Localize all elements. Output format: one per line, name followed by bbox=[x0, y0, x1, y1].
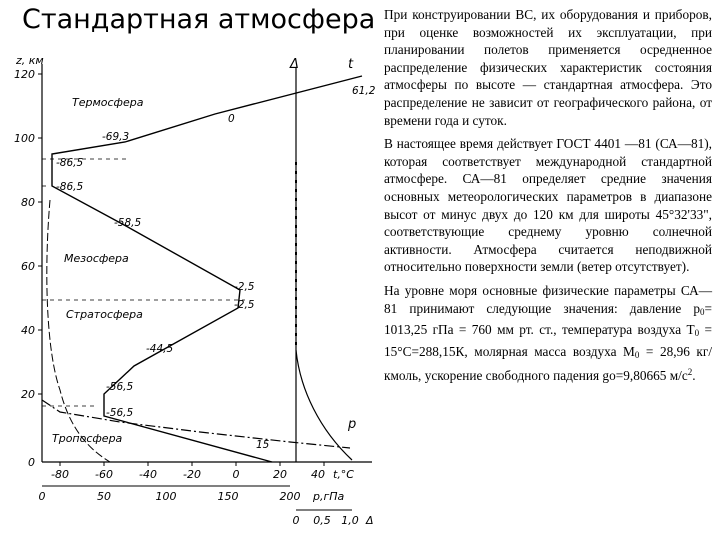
annotation-m56-5-lower: -56,5 bbox=[106, 407, 134, 419]
layer-troposphere: Тропосфера bbox=[52, 432, 123, 445]
curve-label-delta: Δ bbox=[290, 57, 299, 72]
z-axis-label: z, км bbox=[16, 54, 44, 67]
z-tick-80: 80 bbox=[21, 196, 35, 209]
paragraph-3-part-b: = 1013,25 гПа = 760 мм рт. ст., температура воздуха Т bbox=[384, 300, 712, 338]
z-tick-60: 60 bbox=[21, 260, 35, 273]
subscript-p0: 0 bbox=[700, 306, 705, 317]
delta-axis-unit: Δ bbox=[366, 514, 374, 527]
p-tick-0: 0 bbox=[38, 490, 46, 503]
paragraph-2: В настоящее время действует ГОСТ 4401 —81 (СА—81), которая соответствует международной стандартной атмосфере. СА—81 определяет средние значения основных метеорологических параметров в диапазоне высот от минус двух до 120 км для широты 45°32'33", соответствующие среднему уровню солнечной активности. Атмосфера считается неподвижной относительно поверхности земли (ветер отсутствует). bbox=[384, 136, 712, 275]
layer-stratosphere: Стратосфера bbox=[66, 308, 143, 321]
paragraph-3-part-a: На уровне моря основные физические параметры СА—81 принимают следующие значения: давление р bbox=[384, 282, 712, 316]
superscript-2: 2 bbox=[687, 367, 693, 378]
paragraph-1: При конструировании ВС, их оборудования и приборов, при оценке возможностей их эксплуатации, при планировании полетов применяется осредненное распределение физических характеристик состояния атмосферы по высоте — стандартная атмосфера. Это распределение не зависит от географического района, от времени года и суток. bbox=[384, 7, 712, 128]
z-tick-40: 40 bbox=[21, 324, 35, 337]
standard-atmosphere-figure bbox=[0, 50, 380, 540]
curve-label-t: t bbox=[348, 57, 354, 72]
layer-boundaries bbox=[42, 159, 245, 406]
p-tick-200: 200 bbox=[279, 490, 301, 503]
body-text bbox=[384, 6, 712, 391]
subscript-t0: 0 bbox=[694, 328, 700, 339]
annotation-m2-5-upper: -2,5 bbox=[234, 281, 255, 293]
z-tick-20: 20 bbox=[21, 388, 35, 401]
paragraph-3-part-e: . bbox=[692, 368, 696, 384]
t-tick-m20: -20 bbox=[183, 468, 201, 481]
curve-label-p: p bbox=[348, 417, 357, 432]
p-axis-unit: p,гПа bbox=[313, 490, 345, 503]
delta-tick-0: 0 bbox=[292, 514, 300, 527]
t-tick-m60: -60 bbox=[95, 468, 113, 481]
delta-tick-10: 1,0 bbox=[341, 514, 359, 527]
z-tick-0: 0 bbox=[28, 456, 35, 469]
annotation-m2-5-lower: -2,5 bbox=[234, 299, 255, 311]
annotation-m86-5-upper: -86,5 bbox=[56, 157, 84, 169]
p-tick-150: 150 bbox=[217, 490, 239, 503]
z-tick-120: 120 bbox=[14, 68, 35, 81]
layer-thermosphere: Термосфера bbox=[72, 96, 144, 109]
delta-tick-05: 0,5 bbox=[313, 514, 331, 527]
t-tick-20: 20 bbox=[273, 468, 287, 481]
p-tick-50: 50 bbox=[97, 490, 111, 503]
t-tick-m80: -80 bbox=[51, 468, 69, 481]
t-tick-0: 0 bbox=[232, 468, 240, 481]
layer-mesosphere: Мезосфера bbox=[64, 252, 129, 265]
left-curve-line bbox=[47, 200, 110, 462]
paragraph-3-part-d: = 28,96 кг/кмоль, ускорение свободного падения gо=9,80665 м/с bbox=[384, 343, 713, 384]
annotation-61-2: 61,2 bbox=[352, 85, 376, 97]
t-tick-40: 40 bbox=[311, 468, 325, 481]
slide-title: Стандартная атмосфера bbox=[22, 4, 376, 35]
p-tick-100: 100 bbox=[155, 490, 177, 503]
t-axis-unit: t,°C bbox=[333, 468, 354, 481]
annotation-m44-5: -44,5 bbox=[146, 343, 174, 355]
annotation-m56-5-upper: -56,5 bbox=[106, 381, 134, 393]
annotation-0: 0 bbox=[228, 113, 235, 125]
density-profile-line bbox=[296, 350, 352, 460]
paragraph-3-part-c: = 15°С=288,15К, молярная масса воздуха М bbox=[384, 322, 713, 359]
subscript-m0: 0 bbox=[634, 349, 640, 360]
paragraph-3 bbox=[384, 282, 712, 385]
annotation-m69-3: -69,3 bbox=[102, 131, 130, 143]
t-tick-m40: -40 bbox=[139, 468, 157, 481]
annotation-m58-5: -58,5 bbox=[114, 217, 142, 229]
annotation-m86-5-lower: -86,5 bbox=[56, 181, 84, 193]
annotation-15: 15 bbox=[256, 439, 270, 451]
temperature-profile-line bbox=[52, 76, 362, 462]
z-tick-100: 100 bbox=[14, 132, 35, 145]
